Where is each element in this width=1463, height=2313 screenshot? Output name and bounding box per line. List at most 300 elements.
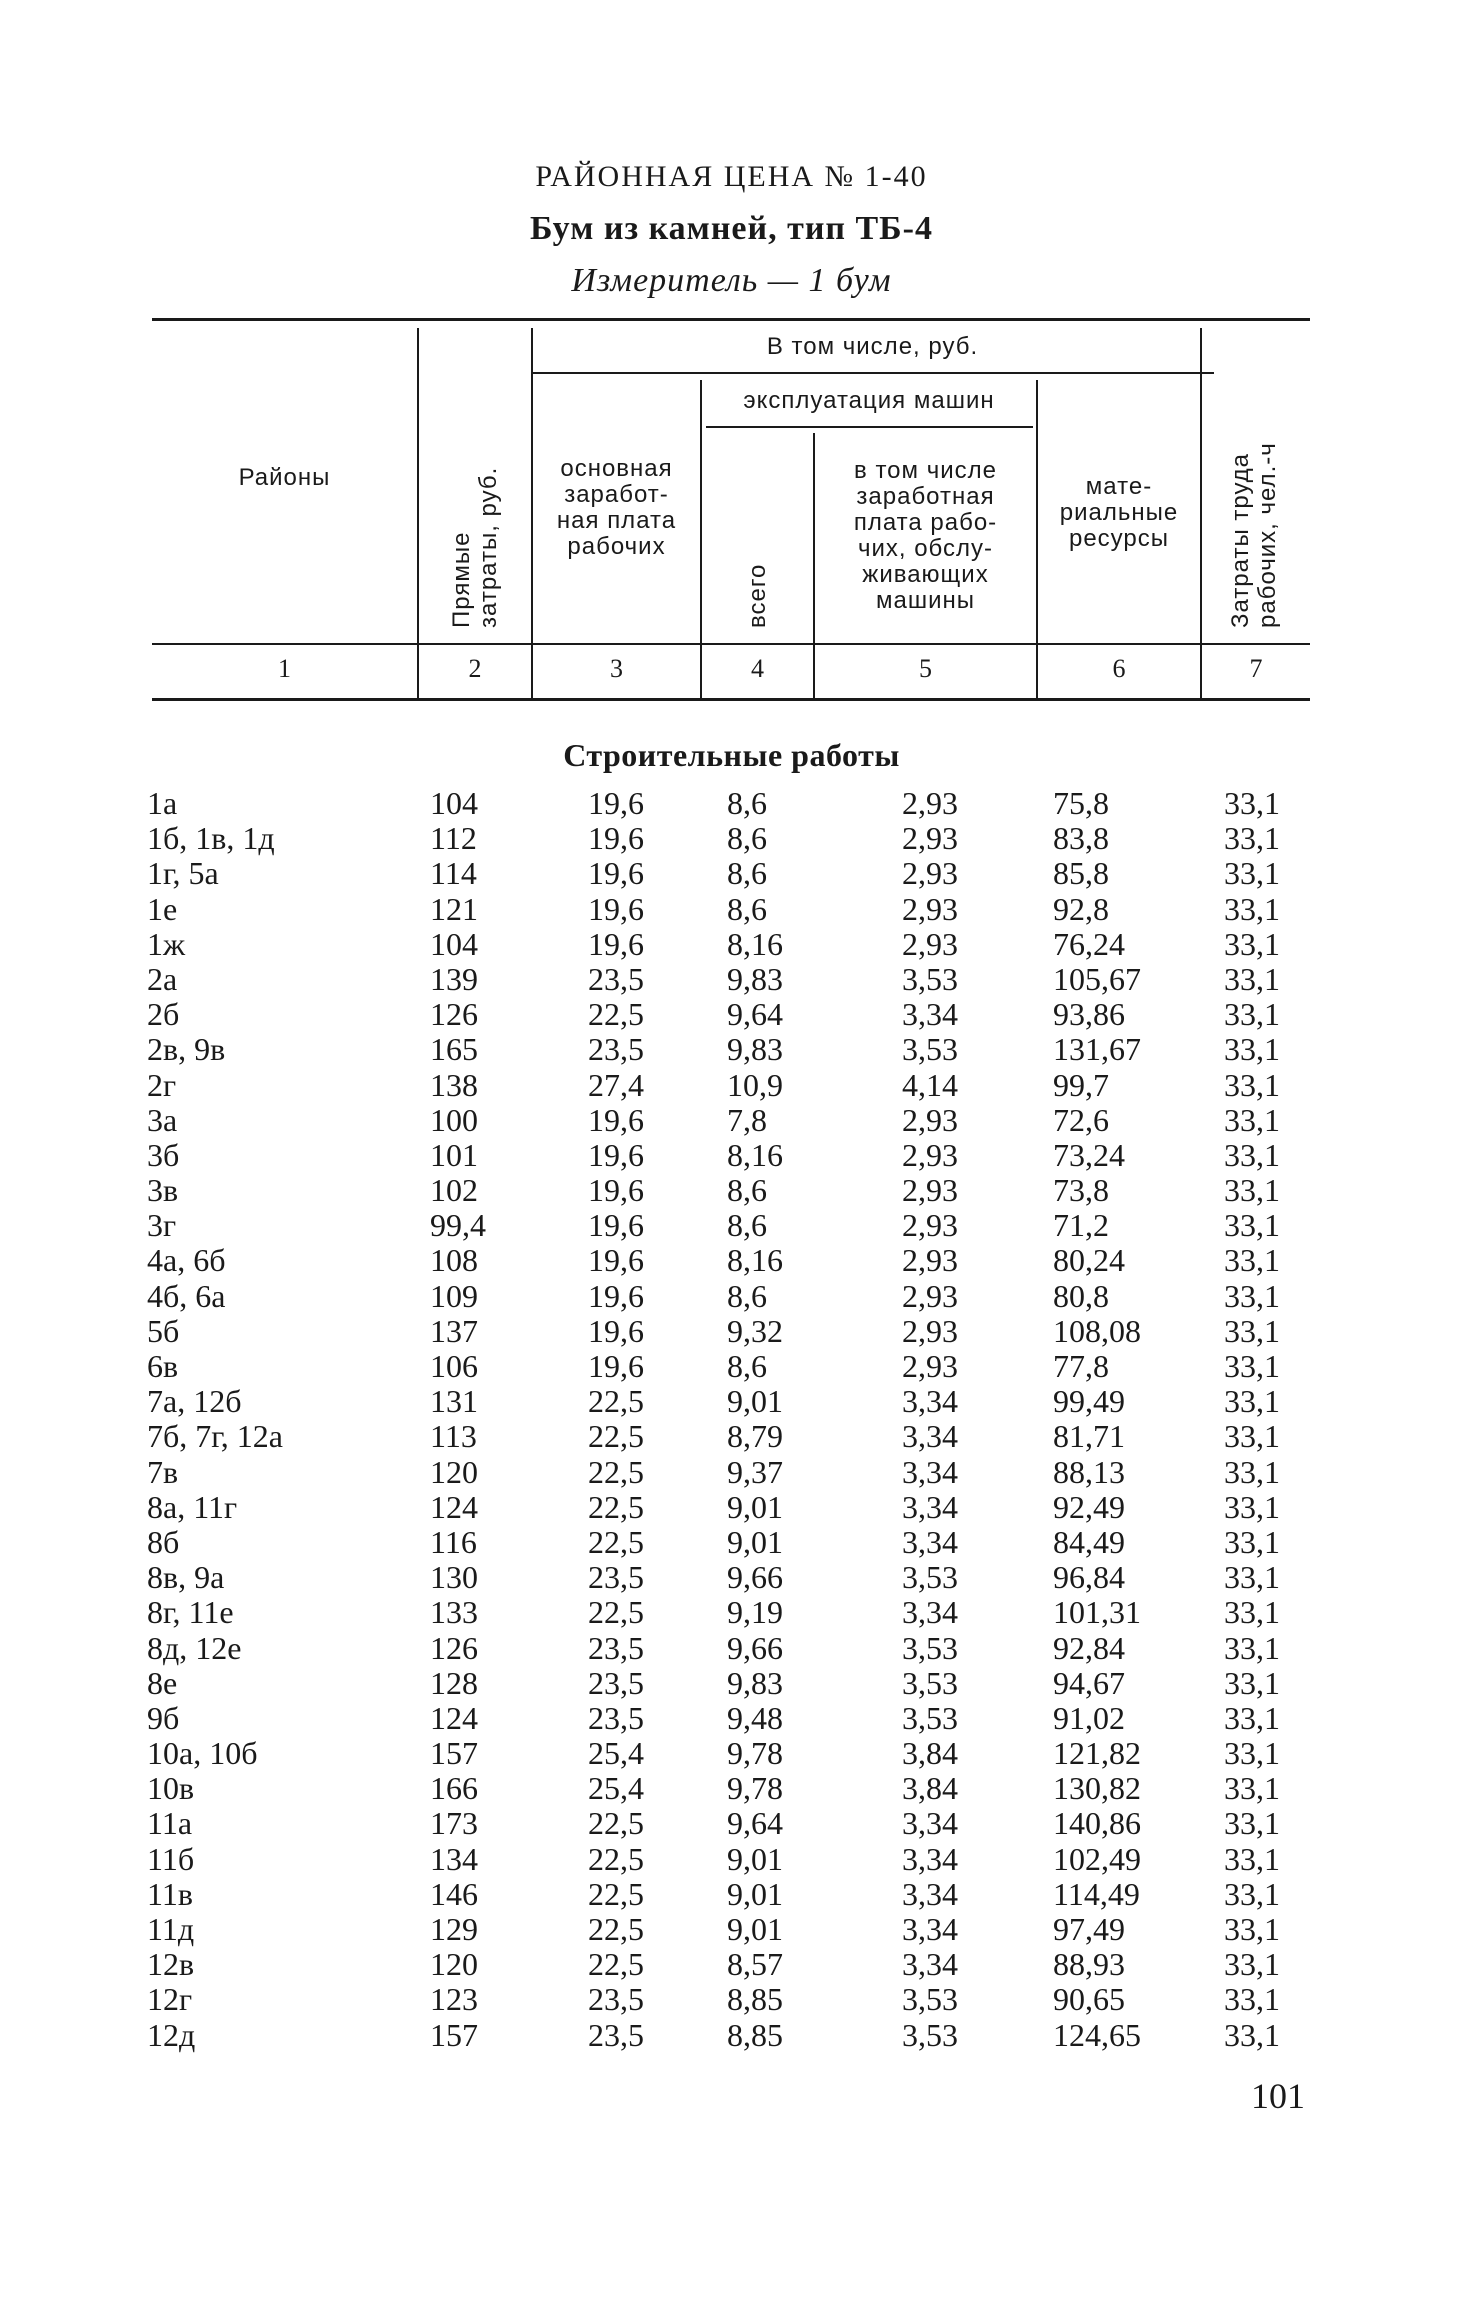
machine-wages-cell: 3,34 <box>902 1594 958 1631</box>
direct-costs-cell: 165 <box>430 1031 478 1068</box>
machine-wages-cell: 3,53 <box>902 1981 958 2018</box>
region-cell: 6в <box>147 1348 179 1384</box>
base-wages-cell: 23,5 <box>588 1629 644 1666</box>
direct-costs-cell: 129 <box>430 1911 478 1947</box>
machine-wages-cell: 3,34 <box>902 1911 958 1947</box>
materials-cell: 99,7 <box>1053 1066 1109 1103</box>
labor-cell: 33,1 <box>1224 1488 1280 1525</box>
direct-costs-cell: 123 <box>430 1981 478 2018</box>
labor-cell: 33,1 <box>1224 1101 1280 1138</box>
materials-cell: 91,02 <box>1053 1699 1125 1736</box>
table-row <box>0 1208 1463 1243</box>
table-row <box>0 1595 1463 1630</box>
table-row <box>0 1279 1463 1314</box>
table-row <box>0 1490 1463 1525</box>
region-cell: 3а <box>147 1101 178 1138</box>
machine-wages-cell: 3,53 <box>902 1629 958 1666</box>
region-cell: 1а <box>147 785 178 821</box>
labor-cell: 33,1 <box>1224 1348 1280 1384</box>
machine-wages-cell: 3,53 <box>902 1699 958 1736</box>
region-cell: 11д <box>147 1911 195 1947</box>
machine-wages-cell: 3,53 <box>902 2016 958 2053</box>
direct-costs-cell: 109 <box>430 1277 478 1314</box>
labor-cell: 33,1 <box>1224 960 1280 997</box>
header-bottom-rule <box>152 698 1310 701</box>
labor-cell: 33,1 <box>1224 1805 1280 1842</box>
machine-wages-cell: 3,34 <box>902 1875 958 1912</box>
materials-cell: 92,8 <box>1053 890 1109 927</box>
base-wages-cell: 22,5 <box>588 1911 644 1947</box>
col-rule-3 <box>700 380 702 700</box>
base-wages-cell: 27,4 <box>588 1066 644 1103</box>
direct-costs-cell: 99,4 <box>430 1207 486 1244</box>
machine-total-cell: 9,66 <box>727 1629 783 1666</box>
base-wages-cell: 23,5 <box>588 1981 644 2018</box>
labor-cell: 33,1 <box>1224 1031 1280 1068</box>
table-row <box>0 1384 1463 1419</box>
machine-total-cell: 9,01 <box>727 1840 783 1877</box>
table-row <box>0 1243 1463 1278</box>
machine-wages-cell: 2,93 <box>902 785 958 821</box>
direct-costs-cell: 101 <box>430 1136 478 1173</box>
materials-cell: 72,6 <box>1053 1101 1109 1138</box>
materials-cell: 99,49 <box>1053 1383 1125 1420</box>
column-number: 4 <box>751 654 764 683</box>
direct-costs-cell: 157 <box>430 1735 478 1772</box>
table-row <box>0 1982 1463 2017</box>
header-labor: Затраты труда рабочих, чел.-ч <box>1227 442 1281 628</box>
materials-cell: 94,67 <box>1053 1664 1125 1701</box>
region-cell: 1е <box>147 890 178 927</box>
labor-cell: 33,1 <box>1224 1242 1280 1279</box>
materials-cell: 88,93 <box>1053 1946 1125 1983</box>
header-base-wages: основная заработ- ная плата рабочих <box>556 455 677 560</box>
machine-total-cell: 8,6 <box>727 1277 767 1314</box>
materials-cell: 84,49 <box>1053 1523 1125 1560</box>
table-row <box>0 1947 1463 1982</box>
region-cell: 8д, 12е <box>147 1629 242 1666</box>
direct-costs-cell: 133 <box>430 1594 478 1631</box>
base-wages-cell: 19,6 <box>588 820 644 857</box>
machine-total-cell: 9,01 <box>727 1383 783 1420</box>
header-direct-costs: Прямые затраты, руб. <box>448 466 502 628</box>
machine-total-cell: 8,16 <box>727 1242 783 1279</box>
table-header <box>152 318 1310 702</box>
machine-total-cell: 9,48 <box>727 1699 783 1736</box>
table-row <box>0 927 1463 962</box>
machine-total-cell: 7,8 <box>727 1101 767 1138</box>
materials-cell: 131,67 <box>1053 1031 1141 1068</box>
machine-total-cell: 9,64 <box>727 996 783 1033</box>
base-wages-cell: 23,5 <box>588 1031 644 1068</box>
table-row <box>0 1806 1463 1841</box>
materials-cell: 130,82 <box>1053 1770 1141 1807</box>
base-wages-cell: 19,6 <box>588 1242 644 1279</box>
materials-cell: 92,49 <box>1053 1488 1125 1525</box>
machine-wages-cell: 2,93 <box>902 820 958 857</box>
region-cell: 4б, 6а <box>147 1277 226 1314</box>
region-cell: 3в <box>147 1172 179 1209</box>
materials-cell: 105,67 <box>1053 960 1141 997</box>
machine-wages-cell: 2,93 <box>902 1172 958 1209</box>
table-row <box>0 1068 1463 1103</box>
base-wages-cell: 22,5 <box>588 1946 644 1983</box>
machine-wages-cell: 3,34 <box>902 1383 958 1420</box>
region-cell: 2б <box>147 996 180 1033</box>
materials-cell: 97,49 <box>1053 1911 1125 1947</box>
column-number: 7 <box>1249 654 1263 683</box>
header-top-rule <box>152 318 1310 321</box>
table-row <box>0 892 1463 927</box>
column-number: 2 <box>468 654 482 683</box>
table-row <box>0 1736 1463 1771</box>
direct-costs-cell: 138 <box>430 1066 478 1103</box>
base-wages-cell: 19,6 <box>588 855 644 892</box>
machine-total-cell: 9,32 <box>727 1312 783 1349</box>
header-including: В том числе, руб. <box>766 333 979 360</box>
materials-cell: 75,8 <box>1053 785 1109 821</box>
table-row <box>0 1173 1463 1208</box>
machine-total-cell: 9,19 <box>727 1594 783 1631</box>
machine-wages-cell: 3,34 <box>902 1453 958 1490</box>
base-wages-cell: 22,5 <box>588 1840 644 1877</box>
machine-total-cell: 8,85 <box>727 1981 783 2018</box>
base-wages-cell: 25,4 <box>588 1770 644 1807</box>
direct-costs-cell: 116 <box>430 1523 477 1560</box>
table-row <box>0 1771 1463 1806</box>
base-wages-cell: 19,6 <box>588 925 644 962</box>
machine-total-cell: 9,78 <box>727 1735 783 1772</box>
region-cell: 4а, 6б <box>147 1242 226 1279</box>
materials-cell: 93,86 <box>1053 996 1125 1033</box>
machine-wages-cell: 2,93 <box>902 855 958 892</box>
machine-wages-cell: 3,84 <box>902 1735 958 1772</box>
base-wages-cell: 23,5 <box>588 1559 644 1596</box>
section-title: Строительные работы <box>563 737 900 773</box>
machine-wages-cell: 2,93 <box>902 1136 958 1173</box>
direct-costs-cell: 146 <box>430 1875 478 1912</box>
machine-total-cell: 8,16 <box>727 1136 783 1173</box>
materials-cell: 108,08 <box>1053 1312 1141 1349</box>
header-mid-rule <box>152 643 1310 645</box>
base-wages-cell: 22,5 <box>588 1594 644 1631</box>
machine-wages-cell: 2,93 <box>902 1277 958 1314</box>
labor-cell: 33,1 <box>1224 1770 1280 1807</box>
materials-cell: 73,24 <box>1053 1136 1125 1173</box>
machine-total-cell: 8,85 <box>727 2016 783 2053</box>
machine-total-cell: 9,01 <box>727 1523 783 1560</box>
materials-cell: 114,49 <box>1053 1875 1140 1912</box>
labor-cell: 33,1 <box>1224 1946 1280 1983</box>
labor-cell: 33,1 <box>1224 820 1280 857</box>
machine-wages-cell: 2,93 <box>902 1348 958 1384</box>
labor-cell: 33,1 <box>1224 996 1280 1033</box>
base-wages-cell: 19,6 <box>588 890 644 927</box>
direct-costs-cell: 166 <box>430 1770 478 1807</box>
base-wages-cell: 19,6 <box>588 1136 644 1173</box>
materials-cell: 96,84 <box>1053 1559 1125 1596</box>
materials-cell: 80,24 <box>1053 1242 1125 1279</box>
table-row <box>0 1631 1463 1666</box>
direct-costs-cell: 113 <box>430 1418 477 1455</box>
labor-cell: 33,1 <box>1224 1066 1280 1103</box>
machine-wages-cell: 2,93 <box>902 1242 958 1279</box>
direct-costs-cell: 104 <box>430 925 478 962</box>
table-body <box>0 786 1463 2053</box>
labor-cell: 33,1 <box>1224 1594 1280 1631</box>
table-row <box>0 1032 1463 1067</box>
direct-costs-cell: 100 <box>430 1101 478 1138</box>
table-row <box>0 1701 1463 1736</box>
base-wages-cell: 19,6 <box>588 785 644 821</box>
machine-total-cell: 8,6 <box>727 1207 767 1244</box>
region-cell: 8б <box>147 1523 180 1560</box>
machine-total-cell: 8,6 <box>727 785 767 821</box>
machine-rule <box>706 426 1033 428</box>
labor-cell: 33,1 <box>1224 1277 1280 1314</box>
price-title: РАЙОННАЯ ЦЕНА № 1-40 <box>535 160 928 193</box>
direct-costs-cell: 134 <box>430 1840 478 1877</box>
machine-total-cell: 10,9 <box>727 1066 783 1103</box>
machine-total-cell: 9,37 <box>727 1453 783 1490</box>
direct-costs-cell: 130 <box>430 1559 478 1596</box>
table-row <box>0 1525 1463 1560</box>
table-row <box>0 1912 1463 1947</box>
direct-costs-cell: 121 <box>430 890 478 927</box>
region-cell: 5б <box>147 1312 180 1349</box>
machine-wages-cell: 3,34 <box>902 996 958 1033</box>
direct-costs-cell: 126 <box>430 996 478 1033</box>
region-cell: 7а, 12б <box>147 1383 242 1420</box>
direct-costs-cell: 131 <box>430 1383 478 1420</box>
machine-wages-cell: 3,34 <box>902 1840 958 1877</box>
including-rule <box>531 372 1214 374</box>
materials-cell: 90,65 <box>1053 1981 1125 2018</box>
base-wages-cell: 22,5 <box>588 1488 644 1525</box>
materials-cell: 124,65 <box>1053 2016 1141 2053</box>
table-row <box>0 1314 1463 1349</box>
machine-wages-cell: 3,53 <box>902 960 958 997</box>
region-cell: 12г <box>147 1981 193 2018</box>
machine-total-cell: 8,6 <box>727 820 767 857</box>
base-wages-cell: 19,6 <box>588 1312 644 1349</box>
table-row <box>0 1103 1463 1138</box>
base-wages-cell: 19,6 <box>588 1207 644 1244</box>
header-materials: мате- риальные ресурсы <box>1059 473 1179 552</box>
machine-total-cell: 9,01 <box>727 1875 783 1912</box>
materials-cell: 73,8 <box>1053 1172 1109 1209</box>
direct-costs-cell: 120 <box>430 1946 478 1983</box>
machine-wages-cell: 3,34 <box>902 1946 958 1983</box>
col-rule-1 <box>417 328 419 700</box>
direct-costs-cell: 106 <box>430 1348 478 1384</box>
region-cell: 8г, 11е <box>147 1594 234 1631</box>
region-cell: 9б <box>147 1699 180 1736</box>
base-wages-cell: 23,5 <box>588 1699 644 1736</box>
region-cell: 2г <box>147 1066 177 1103</box>
base-wages-cell: 19,6 <box>588 1172 644 1209</box>
materials-cell: 92,84 <box>1053 1629 1125 1666</box>
machine-wages-cell: 4,14 <box>902 1066 958 1103</box>
region-cell: 11а <box>147 1805 193 1842</box>
machine-wages-cell: 3,34 <box>902 1523 958 1560</box>
labor-cell: 33,1 <box>1224 1629 1280 1666</box>
base-wages-cell: 22,5 <box>588 1418 644 1455</box>
column-number: 6 <box>1112 654 1126 683</box>
machine-wages-cell: 3,34 <box>902 1805 958 1842</box>
labor-cell: 33,1 <box>1224 890 1280 927</box>
region-cell: 2в, 9в <box>147 1031 226 1068</box>
region-cell: 8в, 9а <box>147 1559 225 1596</box>
machine-wages-cell: 3,53 <box>902 1559 958 1596</box>
table-row <box>0 997 1463 1032</box>
base-wages-cell: 23,5 <box>588 960 644 997</box>
machine-wages-cell: 3,84 <box>902 1770 958 1807</box>
region-cell: 11в <box>147 1875 193 1912</box>
materials-cell: 71,2 <box>1053 1207 1109 1244</box>
labor-cell: 33,1 <box>1224 925 1280 962</box>
labor-cell: 33,1 <box>1224 1664 1280 1701</box>
base-wages-cell: 19,6 <box>588 1101 644 1138</box>
unit-of-measure: Измеритель — 1 бум <box>571 262 892 299</box>
base-wages-cell: 22,5 <box>588 996 644 1033</box>
labor-cell: 33,1 <box>1224 1981 1280 2018</box>
column-number: 5 <box>919 654 932 683</box>
region-cell: 3г <box>147 1207 177 1244</box>
materials-cell: 101,31 <box>1053 1594 1141 1631</box>
machine-wages-cell: 3,34 <box>902 1418 958 1455</box>
header-machine-operation: эксплуатация машин <box>743 387 995 414</box>
base-wages-cell: 22,5 <box>588 1875 644 1912</box>
machine-wages-cell: 2,93 <box>902 1312 958 1349</box>
machine-total-cell: 8,79 <box>727 1418 783 1455</box>
machine-total-cell: 9,01 <box>727 1911 783 1947</box>
labor-cell: 33,1 <box>1224 1383 1280 1420</box>
base-wages-cell: 19,6 <box>588 1348 644 1384</box>
materials-cell: 121,82 <box>1053 1735 1141 1772</box>
labor-cell: 33,1 <box>1224 1840 1280 1877</box>
direct-costs-cell: 128 <box>430 1664 478 1701</box>
table-row <box>0 1842 1463 1877</box>
machine-wages-cell: 3,34 <box>902 1488 958 1525</box>
machine-total-cell: 8,6 <box>727 1348 767 1384</box>
base-wages-cell: 25,4 <box>588 1735 644 1772</box>
region-cell: 11б <box>147 1840 195 1877</box>
machine-total-cell: 8,6 <box>727 890 767 927</box>
labor-cell: 33,1 <box>1224 855 1280 892</box>
machine-wages-cell: 2,93 <box>902 1101 958 1138</box>
machine-total-cell: 8,6 <box>727 1172 767 1209</box>
region-cell: 10в <box>147 1770 195 1807</box>
table-row <box>0 1349 1463 1384</box>
header-machine-total: всего <box>744 563 771 628</box>
direct-costs-cell: 157 <box>430 2016 478 2053</box>
table-row <box>0 1419 1463 1454</box>
direct-costs-cell: 108 <box>430 1242 478 1279</box>
labor-cell: 33,1 <box>1224 1207 1280 1244</box>
base-wages-cell: 23,5 <box>588 2016 644 2053</box>
region-cell: 1г, 5а <box>147 855 219 892</box>
machine-total-cell: 8,16 <box>727 925 783 962</box>
region-cell: 12в <box>147 1946 195 1983</box>
labor-cell: 33,1 <box>1224 2016 1280 2053</box>
column-number: 3 <box>610 654 623 683</box>
materials-cell: 81,71 <box>1053 1418 1125 1455</box>
table-row <box>0 1877 1463 1912</box>
materials-cell: 140,86 <box>1053 1805 1141 1842</box>
direct-costs-cell: 124 <box>430 1488 478 1525</box>
col-rule-6 <box>1200 328 1202 700</box>
materials-cell: 80,8 <box>1053 1277 1109 1314</box>
machine-wages-cell: 2,93 <box>902 925 958 962</box>
table-row <box>0 856 1463 891</box>
table-row <box>0 1666 1463 1701</box>
table-row <box>0 1560 1463 1595</box>
labor-cell: 33,1 <box>1224 1875 1280 1912</box>
labor-cell: 33,1 <box>1224 1559 1280 1596</box>
labor-cell: 33,1 <box>1224 1699 1280 1736</box>
page-number: 101 <box>1251 2076 1305 2116</box>
base-wages-cell: 23,5 <box>588 1664 644 1701</box>
machine-total-cell: 9,64 <box>727 1805 783 1842</box>
materials-cell: 77,8 <box>1053 1348 1109 1384</box>
machine-total-cell: 8,6 <box>727 855 767 892</box>
direct-costs-cell: 173 <box>430 1805 478 1842</box>
region-cell: 12д <box>147 2016 196 2053</box>
region-cell: 2а <box>147 960 178 997</box>
direct-costs-cell: 112 <box>430 820 477 857</box>
region-cell: 10а, 10б <box>147 1735 258 1772</box>
direct-costs-cell: 139 <box>430 960 478 997</box>
labor-cell: 33,1 <box>1224 1523 1280 1560</box>
region-cell: 7б, 7г, 12а <box>147 1418 283 1455</box>
base-wages-cell: 22,5 <box>588 1383 644 1420</box>
base-wages-cell: 22,5 <box>588 1805 644 1842</box>
region-cell: 1б, 1в, 1д <box>147 820 275 857</box>
region-cell: 1ж <box>147 925 186 962</box>
labor-cell: 33,1 <box>1224 1418 1280 1455</box>
machine-total-cell: 9,01 <box>727 1488 783 1525</box>
direct-costs-cell: 102 <box>430 1172 478 1209</box>
base-wages-cell: 22,5 <box>588 1523 644 1560</box>
machine-total-cell: 9,78 <box>727 1770 783 1807</box>
direct-costs-cell: 120 <box>430 1453 478 1490</box>
materials-cell: 102,49 <box>1053 1840 1141 1877</box>
machine-wages-cell: 3,53 <box>902 1031 958 1068</box>
direct-costs-cell: 124 <box>430 1699 478 1736</box>
machine-wages-cell: 2,93 <box>902 1207 958 1244</box>
table-row <box>0 1455 1463 1490</box>
direct-costs-cell: 137 <box>430 1312 478 1349</box>
direct-costs-cell: 126 <box>430 1629 478 1666</box>
table-row <box>0 786 1463 821</box>
table-row <box>0 821 1463 856</box>
materials-cell: 85,8 <box>1053 855 1109 892</box>
column-number: 1 <box>278 654 291 683</box>
labor-cell: 33,1 <box>1224 1735 1280 1772</box>
materials-cell: 88,13 <box>1053 1453 1125 1490</box>
region-cell: 3б <box>147 1136 180 1173</box>
machine-wages-cell: 2,93 <box>902 890 958 927</box>
table-row <box>0 962 1463 997</box>
region-cell: 8е <box>147 1664 178 1701</box>
labor-cell: 33,1 <box>1224 785 1280 821</box>
labor-cell: 33,1 <box>1224 1312 1280 1349</box>
machine-wages-cell: 3,53 <box>902 1664 958 1701</box>
materials-cell: 83,8 <box>1053 820 1109 857</box>
labor-cell: 33,1 <box>1224 1172 1280 1209</box>
direct-costs-cell: 104 <box>430 785 478 821</box>
